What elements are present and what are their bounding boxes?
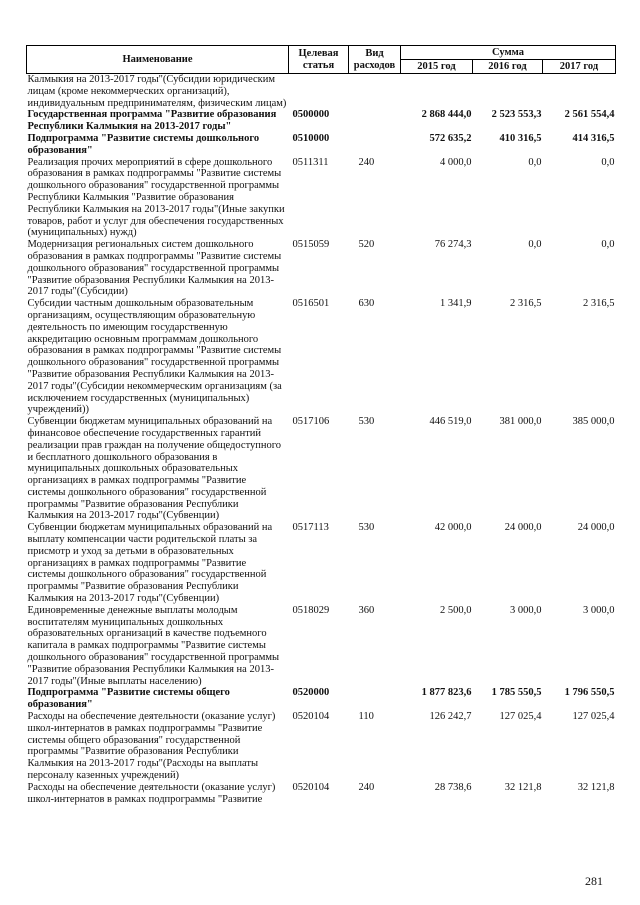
- row-name: Субвенции бюджетам муниципальных образований на выплату компенсации части родительской платы за присмотр и уход за детьми в образовательных организациях в рамках подпрограммы "Развитие системы дошкольного образования" государственной программы "Развитие образования Республики Калмыкия на 2013-2017 годы"(Субвенции): [27, 522, 273, 605]
- budget-table: [26, 45, 616, 805]
- row-name: Субвенции бюджетам муниципальных образований на финансовое обеспечение государственных гарантий реализации прав граждан на получение общедоступного и бесплатного дошкольного образования в муниципальных дошкольных образовательных организациях в рамках подпрограммы "Развитие системы дошкольного образования" государственной программы "Развитие образования Республики Калмыкия на 2013-2017 годы"(Субвенции): [27, 416, 282, 522]
- row-vid: 110: [358, 711, 374, 723]
- column-header-vid-line2: расходов: [353, 59, 396, 71]
- table-row: [27, 239, 616, 298]
- column-header-vid: [349, 46, 401, 74]
- row-2015: 42 000,0: [434, 522, 472, 534]
- row-vid: 530: [358, 522, 375, 534]
- row-2015: 1 341,9: [440, 298, 472, 310]
- row-2017: 0,0: [601, 156, 615, 168]
- column-header-target: [289, 46, 349, 74]
- row-vid: 530: [358, 416, 375, 428]
- row-vid: [349, 109, 401, 133]
- column-header-vid-line1: Вид: [365, 47, 384, 59]
- row-2015: 2 868 444,0: [421, 109, 472, 121]
- row-2017: 3 000,0: [583, 604, 615, 616]
- row-vid: [349, 687, 401, 711]
- row-name: Подпрограмма "Развитие системы общего образования": [27, 687, 230, 711]
- column-header-2016: 2016 год: [473, 60, 543, 74]
- row-2016: 0,0: [528, 239, 542, 251]
- table-row: [27, 711, 616, 782]
- table-row: [27, 782, 616, 806]
- row-code: 0517106: [292, 416, 330, 428]
- column-header-target-line2: статья: [302, 59, 335, 71]
- row-name: Расходы на обеспечение деятельности (оказание услуг) школ-интернатов в рамках подпрограммы "Развитие системы общего образования" государственной программы "Развитие образования Республики Калмыкия на 2013-2017 годы"(Расходы на выплаты персоналу казенных учреждений): [27, 711, 276, 782]
- row-2016: 1 785 550,5: [491, 687, 542, 699]
- row-name: Расходы на обеспечение деятельности (оказание услуг) школ-интернатов в рамках подпрограммы "Развитие: [27, 781, 276, 805]
- table-row: [27, 522, 616, 605]
- row-2017: [543, 74, 616, 110]
- row-2017: 0,0: [601, 239, 615, 251]
- table-row: [27, 109, 616, 133]
- budget-table-container: [26, 45, 615, 805]
- row-code: 0500000: [292, 109, 330, 121]
- column-header-2017: 2017 год: [543, 60, 616, 74]
- row-2016: 2 316,5: [510, 298, 542, 310]
- row-2017: 414 316,5: [572, 132, 615, 144]
- table-row: [27, 605, 616, 688]
- row-name: Субсидии частным дошкольным образовательным организациям, осуществляющим образовательную деятельность по имеющим государственную аккредитацию основным программам дошкольного образования в рамках подпрограммы "Развитие системы дошкольного образования" государственной программы "Развитие образования Республики Калмыкия на 2013-2017 годы"(Субсидии некоммерческим организациям (за исключением государственных (муниципальных) учреждений)): [27, 298, 282, 416]
- row-vid: 240: [358, 156, 375, 168]
- table-row: [27, 687, 616, 711]
- column-header-name: Наименование: [27, 46, 289, 74]
- row-2017: 2 316,5: [583, 298, 615, 310]
- table-row: [27, 74, 616, 110]
- page-number: 281: [585, 874, 603, 888]
- column-header-2015: 2015 год: [401, 60, 473, 74]
- row-name: Подпрограмма "Развитие системы дошкольного образования": [27, 132, 260, 156]
- row-code: 0520000: [292, 687, 330, 699]
- table-row: [27, 157, 616, 240]
- row-2015: 446 519,0: [429, 416, 472, 428]
- row-vid: 360: [358, 604, 375, 616]
- column-header-sum: Сумма: [401, 46, 616, 60]
- row-2017: 1 796 550,5: [564, 687, 615, 699]
- header-row-1: [27, 46, 616, 60]
- row-2015: 572 635,2: [429, 132, 472, 144]
- row-2015: 2 500,0: [440, 604, 472, 616]
- row-code: 0517113: [292, 522, 329, 534]
- row-2017: 24 000,0: [577, 522, 615, 534]
- row-2016: [473, 74, 543, 110]
- row-2016: 127 025,4: [499, 711, 542, 723]
- row-name: Единовременные денежные выплаты молодым воспитателям муниципальных дошкольных образовательных организаций в качестве подъемного капитала в рамках подпрограммы "Развитие системы дошкольного образования" государственной программы "Развитие образования Республики Калмыкия на 2013-2017 годы"(Иные выплаты населению): [27, 604, 280, 687]
- row-2015: 28 738,6: [434, 781, 472, 793]
- row-2015: 1 877 823,6: [421, 687, 472, 699]
- row-2015: 4 000,0: [440, 156, 472, 168]
- row-code: 0520104: [292, 711, 330, 723]
- column-header-target-line1: Целевая: [298, 47, 339, 59]
- row-vid: 630: [358, 298, 375, 310]
- row-vid: [349, 74, 401, 110]
- row-2017: 2 561 554,4: [564, 109, 615, 121]
- row-2017: 385 000,0: [572, 416, 615, 428]
- table-row: [27, 416, 616, 522]
- row-2016: 32 121,8: [504, 781, 542, 793]
- row-code: 0518029: [292, 604, 330, 616]
- row-code: 0520104: [292, 781, 330, 793]
- row-name: Государственная программа "Развитие образования Республики Калмыкия на 2013-2017 годы": [27, 109, 277, 133]
- table-row: [27, 133, 616, 157]
- row-code: 0510000: [292, 132, 330, 144]
- row-code: 0516501: [292, 298, 330, 310]
- row-2016: 381 000,0: [499, 416, 542, 428]
- table-row: [27, 298, 616, 416]
- row-code: [289, 74, 349, 110]
- row-2016: 0,0: [528, 156, 542, 168]
- row-vid: 240: [358, 781, 375, 793]
- row-2017: 32 121,8: [577, 781, 615, 793]
- row-2016: 2 523 553,3: [491, 109, 542, 121]
- row-2017: 127 025,4: [572, 711, 615, 723]
- row-name: Калмыкия на 2013-2017 годы"(Субсидии юридическим лицам (кроме некоммерческих организаций), индивидуальным предпринимателям, физическим лицам): [27, 74, 287, 109]
- row-2016: 3 000,0: [510, 604, 542, 616]
- row-code: 0511311: [292, 156, 329, 168]
- row-2016: 410 316,5: [499, 132, 542, 144]
- row-2015: 76 274,3: [434, 239, 472, 251]
- row-vid: 520: [358, 239, 375, 251]
- row-vid: [349, 133, 401, 157]
- row-name: Модернизация региональных систем дошкольного образования в рамках подпрограммы "Развитие системы дошкольного образования" государственной программы "Развитие образования Республики Калмыкия на 2013-2017 годы"(Субсидии): [27, 239, 282, 298]
- row-2015: [401, 74, 473, 110]
- row-name: Реализация прочих мероприятий в сфере дошкольного образования в рамках подпрограммы "Развитие системы дошкольного образования" государственной программы Республики Калмыкия "Развитие образования Республики Калмыкия на 2013-2017 годы"(Иные закупки товаров, работ и услуг для обеспечения государственных (муниципальных) нужд): [27, 156, 285, 239]
- row-2016: 24 000,0: [504, 522, 542, 534]
- row-2015: 126 242,7: [429, 711, 472, 723]
- row-code: 0515059: [292, 239, 330, 251]
